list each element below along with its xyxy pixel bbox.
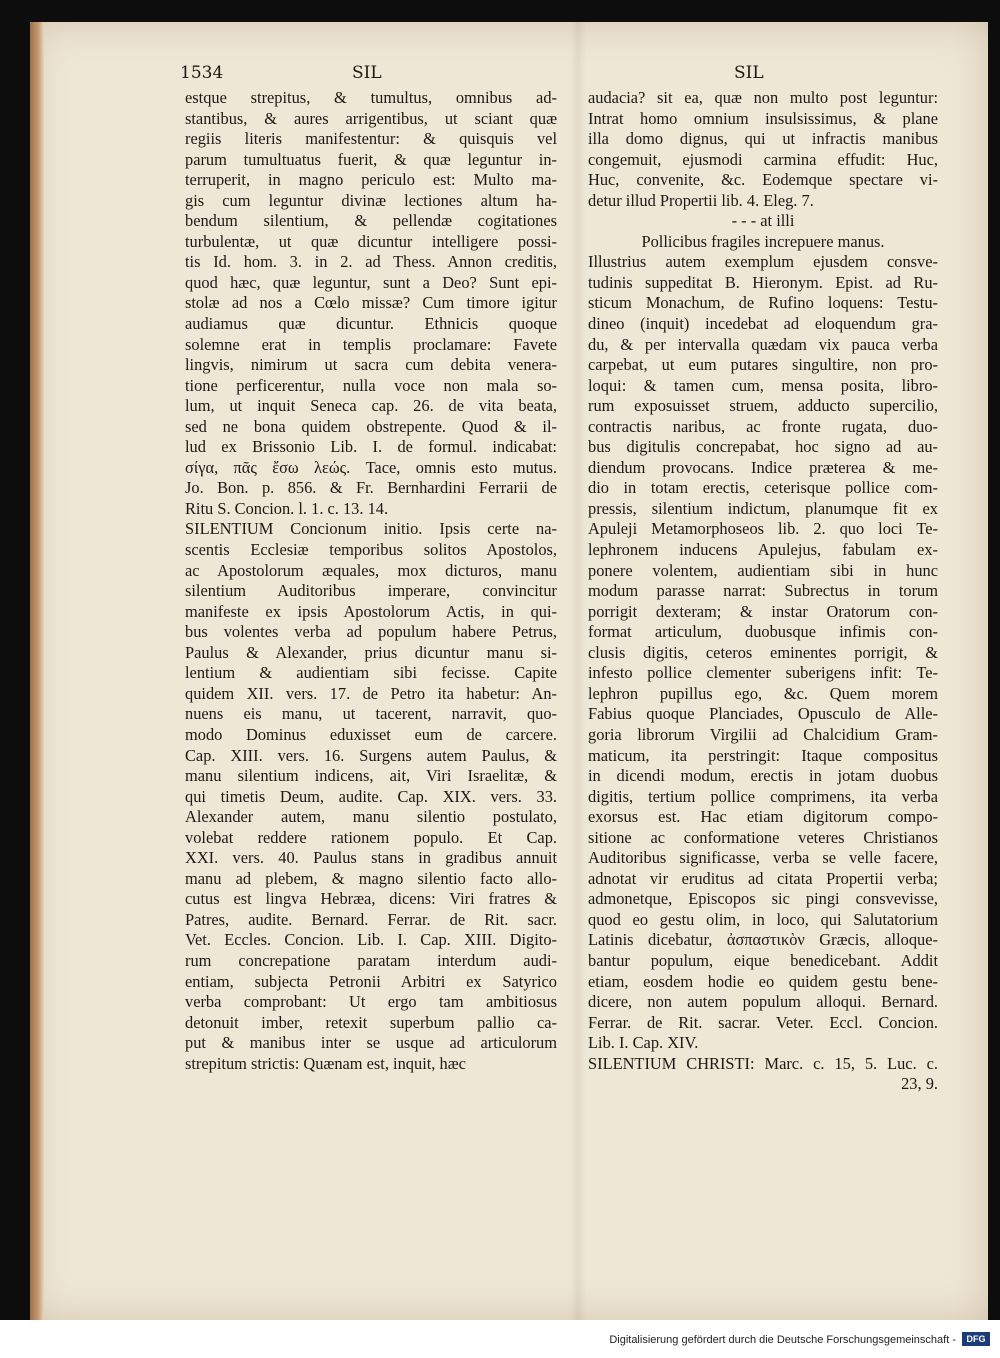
- text-line: tudinis suppeditat B. Hieronym. Epist. ad Ru-: [588, 272, 938, 292]
- text-line: Apuleji Metamorphoseos lib. 2. quo loci Te-: [588, 519, 938, 539]
- text-line: Pollicibus fragiles increpuere manus.: [641, 231, 885, 251]
- text-line: infesto pollice clementer suberigens infit: Te-: [588, 663, 938, 683]
- text-line: digitis, tertium pollice comprimens, ita verba: [588, 786, 938, 806]
- left-page-number: 1534: [180, 63, 224, 83]
- text-line: Latinis dicebatur, ἀσπαστικὸν Græcis, alloque-: [588, 930, 938, 950]
- text-line: rum concrepatione paratam interdum audi-: [185, 950, 557, 970]
- text-line: verba comprobant: Ut ergo tam ambitiosus: [185, 992, 557, 1012]
- text-line: silentium Auditoribus imperare, convincitur: [185, 581, 557, 601]
- text-line: quod hæc, quæ leguntur, sunt a Deo? Sunt epi-: [185, 272, 557, 292]
- text-line: porrigit dexteram; & instar Oratorum con-: [588, 601, 938, 621]
- text-line: Lib. I. Cap. XIV.: [588, 1033, 699, 1053]
- text-line: cutus est lingva Hebræa, dicens: Viri fratres &: [185, 889, 557, 909]
- text-line: strepitum strictis: Quænam est, inquit, hæc: [185, 1053, 466, 1073]
- text-line: detur illud Propertii lib. 4. Eleg. 7.: [588, 190, 814, 210]
- text-line: volebat reddere rationem populo. Et Cap.: [185, 827, 557, 847]
- text-line: lentium & audientiam sibi fecisse. Capite: [185, 663, 557, 683]
- text-line: regiis literis manifestentur: & quisquis vel: [185, 129, 557, 149]
- text-line: put & manibus inter se usque ad articulorum: [185, 1033, 557, 1053]
- text-line: stantibus, & aures arrigentibus, ut sciant quæ: [185, 108, 557, 128]
- text-line: dio in totam erectis, ceterisque pollice com-: [588, 478, 938, 498]
- text-line: audiamus quæ dicuntur. Ethnicis quoque: [185, 314, 557, 334]
- text-line: contractis naribus, ac fronte rugata, duo-: [588, 416, 938, 436]
- text-line: Patres, audite. Bernard. Ferrar. de Rit. sacr.: [185, 909, 557, 929]
- text-line: lum, ut inquit Seneca cap. 26. de vita beata,: [185, 396, 557, 416]
- text-line: estque strepitus, & tumultus, omnibus ad-: [185, 88, 557, 107]
- text-line: Fabius quoque Planciades, Opusculo de Alle-: [588, 704, 938, 724]
- left-text-column: [185, 88, 557, 1074]
- text-line: clusis digitis, ceteros eminentes porrigit, &: [588, 642, 938, 662]
- text-line: adnotat vir eruditus ad citata Propertii verba;: [588, 868, 938, 888]
- text-line: lephron pupillus ego, &c. Quem morem: [588, 683, 938, 703]
- text-line: tis Id. hom. 3. in 2. ad Thess. Annon creditis,: [185, 252, 557, 272]
- text-line: Intrat homo omnium insulsissimus, & plane: [588, 108, 938, 128]
- text-line: admonetque, Episcopos sic pingi consvevisse,: [588, 889, 938, 909]
- text-line: quidem XII. vers. 17. de Petro ita habetur: An-: [185, 683, 557, 703]
- text-line: Auditoribus significasse, verba se velle facere,: [588, 848, 938, 868]
- right-running-head: SIL: [734, 63, 764, 83]
- right-text-column: [588, 88, 938, 1095]
- text-line: Vet. Eccles. Concion. Lib. I. Cap. XIII. Digito-: [185, 930, 557, 950]
- text-line: diendum provocans. Indice præterea & me-: [588, 457, 938, 477]
- footer-credit: Digitalisierung gefördert durch die Deutsche Forschungsgemeinschaft -: [609, 1334, 956, 1346]
- text-line: scentis Ecclesiæ temporibus solitos Apostolos,: [185, 540, 557, 560]
- text-line: in dicendi modum, erectis in jotam duobus: [588, 766, 938, 786]
- text-line: nuens eis manu, ut tacerent, narravit, quo-: [185, 704, 557, 724]
- page-gutter: [570, 22, 586, 1320]
- footer-bar: [0, 1320, 1000, 1358]
- text-line: dineo (inquit) incedebat ad eloquendum gra-: [588, 314, 938, 334]
- text-line: ac Apostolorum æquales, mox dicturos, manu: [185, 560, 557, 580]
- text-line: etiam, eosdem hodie eo quidem gestu bene-: [588, 971, 938, 991]
- text-line: entiam, subjecta Petronii Arbitri ex Satyrico: [185, 971, 557, 991]
- text-line: lud ex Brissonio Lib. I. de formul. indicabat:: [185, 437, 557, 457]
- text-line: bendum silentium, & pellendæ cogitationes: [185, 211, 557, 231]
- text-line: σίγα, πᾶς ἔσω λεώς. Tace, omnis esto mutus.: [185, 457, 557, 477]
- page-edge: [30, 22, 44, 1320]
- text-line: ponere volentem, audientiam sibi in hunc: [588, 560, 938, 580]
- text-line: Ferrar. de Rit. sacrar. Veter. Eccl. Concion.: [588, 1012, 938, 1032]
- text-line: quod eo gestu olim, in loco, qui Salutatorium: [588, 909, 938, 929]
- text-line: bus volentes verba ad populum habere Petrus,: [185, 622, 557, 642]
- text-line: stolæ ad nos a Cœlo missæ? Cum timore igitur: [185, 293, 557, 313]
- text-line: congemuit, ejusmodi carmina effudit: Huc,: [588, 149, 938, 169]
- text-line: modum parasse narrat: Subrectus in torum: [588, 581, 938, 601]
- text-line: SILENTIUM Concionum initio. Ipsis certe na-: [185, 519, 557, 539]
- text-line: solemne erat in templis proclamare: Favete: [185, 334, 557, 354]
- text-line: audacia? sit ea, quæ non multo post leguntur:: [588, 88, 938, 107]
- text-line: Huc, convenite, &c. Eodemque spectare vi-: [588, 170, 938, 190]
- text-line: turbulentæ, ut quæ dicuntur intelligere possi-: [185, 231, 557, 251]
- text-line: manu silentium indicens, ait, Viri Israelitæ, &: [185, 766, 557, 786]
- text-line: pressis, silentium indictum, planumque fit ex: [588, 498, 938, 518]
- text-line: goria librorum Virgilii ad Chalcidium Gram-: [588, 724, 938, 744]
- left-running-head: SIL: [352, 63, 382, 83]
- text-line: Alexander autem, manu silentio postulato,: [185, 807, 557, 827]
- text-line: parum tumultuatus fuerit, & quæ leguntur in-: [185, 149, 557, 169]
- text-line: modo Dominus eduxisset eum de carcere.: [185, 724, 557, 744]
- text-line: - - - at illi: [731, 211, 795, 231]
- text-line: maticum, ita perstringit: Itaque compositus: [588, 745, 938, 765]
- text-line: sed ne bona quidem obstrepente. Quod & il-: [185, 416, 557, 436]
- text-line: SILENTIUM CHRISTI: Marc. c. 15, 5. Luc. c.: [588, 1053, 938, 1073]
- text-line: 23, 9.: [901, 1074, 938, 1094]
- text-line: loqui: & tamen cum, mensa posita, libro-: [588, 375, 938, 395]
- text-line: format articulum, duobusque infimis con-: [588, 622, 938, 642]
- text-line: tione perficerentur, nulla voce non mala so-: [185, 375, 557, 395]
- text-line: manu ad plebem, & magno silentio facto allo-: [185, 868, 557, 888]
- text-line: Jo. Bon. p. 856. & Fr. Bernhardini Ferrarii de: [185, 478, 557, 498]
- text-line: carpebat, ut eum putares singultire, non pro-: [588, 355, 938, 375]
- text-line: exorsus est. Hac etiam digitorum compo-: [588, 807, 938, 827]
- text-line: du, & per intervalla quædam vix pauca verba: [588, 334, 938, 354]
- text-line: detonuit imber, retexit superbum pallio ca-: [185, 1012, 557, 1032]
- text-line: Cap. XIII. vers. 16. Surgens autem Paulus, &: [185, 745, 557, 765]
- text-line: rum exposuisset struem, adducto supercilio,: [588, 396, 938, 416]
- text-line: manifeste ex ipsis Apostolorum Actis, in qui-: [185, 601, 557, 621]
- text-line: Illustrius autem exemplum ejusdem consve-: [588, 252, 938, 272]
- text-line: XXI. vers. 40. Paulus stans in gradibus annuit: [185, 848, 557, 868]
- dfg-logo: DFG: [962, 1332, 990, 1346]
- text-line: illa domo dignus, qui ut infractis manibus: [588, 129, 938, 149]
- text-line: lingvis, nimirum ut sacra cum debita venera-: [185, 355, 557, 375]
- text-line: bantur populum, eique benedicebant. Addit: [588, 950, 938, 970]
- text-line: dicere, non autem populum alloqui. Bernard.: [588, 992, 938, 1012]
- text-line: bus digitulis concrepabat, hoc signo ad au-: [588, 437, 938, 457]
- text-line: sitione ac conformatione veteres Christianos: [588, 827, 938, 847]
- text-line: qui timetis Deum, audite. Cap. XIX. vers. 33.: [185, 786, 557, 806]
- text-line: lephronem inducens Apulejus, fabulam ex-: [588, 540, 938, 560]
- text-line: Ritu S. Concion. l. 1. c. 13. 14.: [185, 498, 389, 518]
- text-line: Paulus & Alexander, prius dicuntur manu si-: [185, 642, 557, 662]
- text-line: terruperit, in magno periculo est: Multo ma-: [185, 170, 557, 190]
- text-line: sticum Monachum, de Rufino loquens: Testu-: [588, 293, 938, 313]
- text-line: gis cum leguntur divinæ lectiones altum ha-: [185, 190, 557, 210]
